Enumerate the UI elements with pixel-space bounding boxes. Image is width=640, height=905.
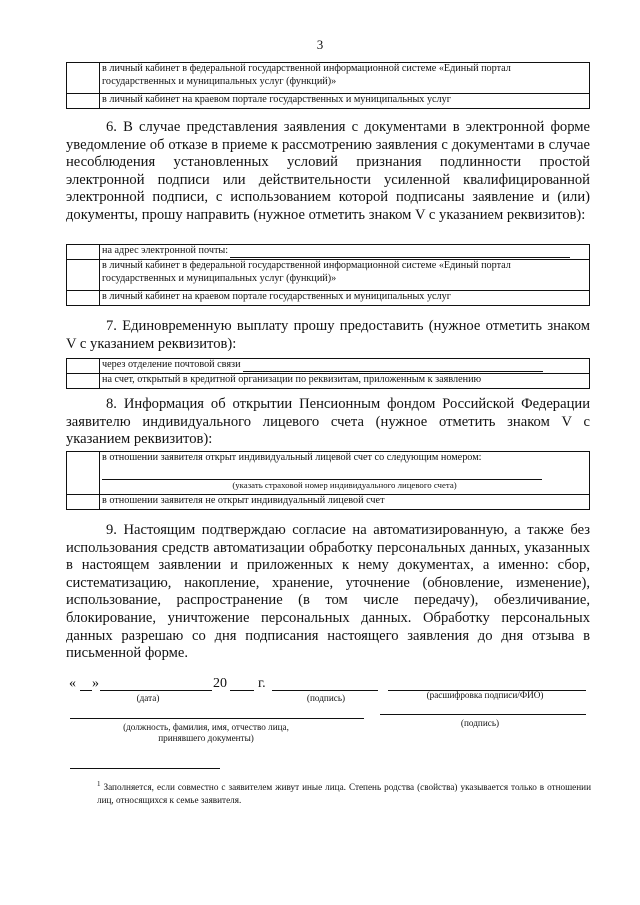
option-label: в отношении заявителя не открыт индивидуальный лицевой счет	[100, 495, 590, 510]
footnote	[97, 778, 591, 807]
section-7-options-table	[66, 358, 590, 389]
option-label: в личный кабинет в федеральной государственной информационной системе «Единый портал государственных и муниципальных услуг (функций)»	[100, 260, 590, 291]
section-6-options-table	[66, 244, 590, 306]
table-row	[67, 245, 590, 260]
official-name-fill-line[interactable]	[70, 718, 364, 719]
post-office-label: через отделение почтовой связи	[102, 359, 241, 370]
official-signature-caption: (подпись)	[460, 718, 500, 728]
year-prefix: 20	[213, 676, 227, 691]
option-label: в личный кабинет на краевом портале государственных и муниципальных услуг	[100, 291, 590, 306]
email-option-label: на адрес электронной почты:	[102, 245, 229, 256]
table-row	[67, 260, 590, 291]
month-fill-line[interactable]	[100, 690, 212, 691]
checkbox-cell[interactable]	[67, 245, 100, 260]
section-7-text: 7. Единовременную выплату прошу предоставить (нужное отметить знаком V с указанием реквизитов):	[66, 318, 590, 352]
section-8-options-table	[66, 451, 590, 510]
section-8-text: 8. Информация об открытии Пенсионным фондом Российской Федерации заявителю индивидуального лицевого счета (нужное отметить знаком V с указанием реквизитов):	[66, 396, 590, 448]
quote-close: »	[92, 676, 99, 691]
year-suffix: г.	[258, 676, 266, 691]
checkbox-cell[interactable]	[67, 452, 100, 495]
quote-open: «	[69, 676, 76, 691]
table-row	[67, 63, 590, 94]
official-caption	[96, 722, 316, 744]
checkbox-cell[interactable]	[67, 291, 100, 306]
footnote-text: Заполняется, если совместно с заявителем живут иные лица. Степень родства (свойства) указывается только в отношении лиц, относящихся к семье заявителя.	[97, 782, 592, 806]
option-label: в личный кабинет в федеральной государственной информационной системе «Единый портал государственных и муниципальных услуг (функций)»	[100, 63, 590, 94]
date-caption: (дата)	[136, 693, 160, 703]
snils-caption: (указать страховой номер индивидуального лицевого счета)	[232, 479, 457, 490]
option-label	[100, 452, 590, 495]
footnote-mark: 1	[97, 780, 101, 788]
post-office-fill-line[interactable]	[243, 371, 543, 372]
day-fill-line[interactable]	[80, 690, 92, 691]
page-number: 3	[316, 37, 324, 52]
checkbox-cell[interactable]	[67, 359, 100, 374]
table-row	[67, 359, 590, 374]
table-row	[67, 94, 590, 109]
checkbox-cell[interactable]	[67, 495, 100, 510]
section-9-consent-text: 9. Настоящим подтверждаю согласие на автоматизированную, а также без использования средств автоматизации обработку персональных данных, указанных в настоящем заявлении и приложенных к нему документах, а именно: сбор, систематизацию, накопление, хранение, уточнение (обновление, изменение), использование, распространение (в том числе передачу), обезличивание, блокирование, уничтожение персональных данных. Обработку персональных данных разрешаю со дня подписания настоящего заявления до дня отзыва в письменной форме.	[66, 522, 590, 662]
option-label	[100, 359, 590, 374]
delivery-options-table-top	[66, 62, 590, 109]
table-row	[67, 495, 590, 510]
account-opened-label: в отношении заявителя открыт индивидуальный лицевой счет со следующим номером:	[102, 452, 482, 463]
option-label: в личный кабинет на краевом портале государственных и муниципальных услуг	[100, 94, 590, 109]
year-fill-line[interactable]	[230, 690, 254, 691]
signature-fill-line[interactable]	[272, 690, 378, 691]
option-label	[100, 245, 590, 260]
official-caption-line-2: принявшего документы)	[158, 733, 254, 743]
table-row	[67, 374, 590, 389]
section-6-text: 6. В случае представления заявления с документами в электронной форме уведомление об отказе в приеме к рассмотрению заявления с документами в случае несоблюдения установленных условий признания подлинности простой электронной подписи или действительности усиленной квалифицированной электронной подписи, с использованием которой подписаны заявление и (или) документы, прошу направить (нужное отметить знаком V с указанием реквизитов):	[66, 119, 590, 223]
signature-decode-caption: (расшифровка подписи/ФИО)	[426, 690, 544, 700]
footnote-divider	[70, 768, 220, 769]
email-fill-line[interactable]	[230, 257, 570, 258]
checkbox-cell[interactable]	[67, 374, 100, 389]
checkbox-cell[interactable]	[67, 63, 100, 94]
signature-caption: (подпись)	[306, 693, 346, 703]
official-signature-fill-line[interactable]	[380, 714, 586, 715]
option-label: на счет, открытый в кредитной организации по реквизитам, приложенным к заявлению	[100, 374, 590, 389]
table-row	[67, 452, 590, 495]
official-caption-line-1: (должность, фамилия, имя, отчество лица,	[123, 722, 289, 732]
checkbox-cell[interactable]	[67, 94, 100, 109]
table-row	[67, 291, 590, 306]
checkbox-cell[interactable]	[67, 260, 100, 291]
